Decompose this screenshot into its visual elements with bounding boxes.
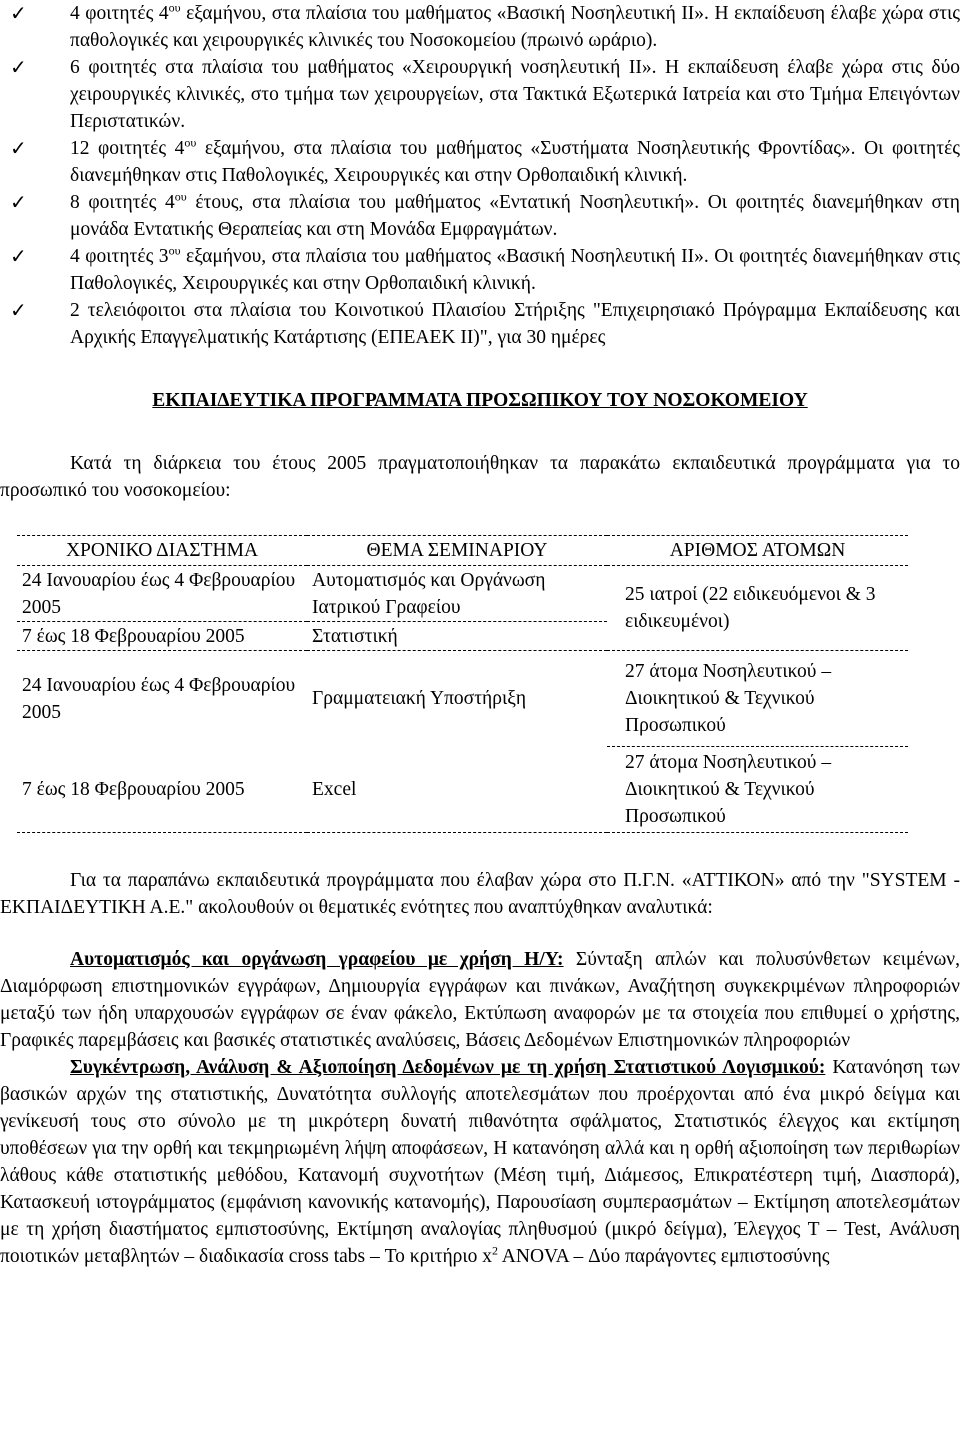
cell-period: 7 έως 18 Φεβρουαρίου 2005	[17, 747, 307, 833]
list-item: ✓ 12 φοιτητές $4^{o\upsilon}$ εξαμήνου, στα πλαίσια του μαθήματος «Συστήματα Νοσηλευτικής Φροντίδας». Οι φοιτητές διανεμήθηκαν στις Παθολογικές, Χειρουργικές και στην Ορθοπαιδική κλινική.	[10, 135, 960, 186]
cell-period: 7 έως 18 Φεβρουαρίου 2005	[17, 622, 307, 651]
checkmark-icon: ✓	[10, 136, 27, 160]
section-statistics: Συγκέντρωση, Ανάλυση & Αξιοποίηση Δεδομένων με τη χρήση Στατιστικού Λογισμικού: Κατανόηση των βασικών αρχών της στατιστικής, Δυνατότητα συλλογής αποτελεσμάτων που προέρχονται από ένα μικρό δείγμα και γενίκευσή τους στο σύνολο με τη μικρότερη δυνατή πιθανότητα σφάλματος, Στατιστικός έλεγχος και εκτίμηση υποθέσεων για την ορθή και τεκμηριωμένη λήψη αποφάσεων, Η κατανόηση αλλά και η ορθή αξιοποίηση των περιθωρίων λάθους κάθε στατιστικής μεθόδου, Κατανομή συχνοτήτων (Μέση τιμή, Διάμεσος, Επικρατέστερη τιμή, Διασπορά), Κατασκευή ιστογράμματος (εμφάνιση κανονικής κατανομής), Παρουσίαση συμπερασμάτων – Εκτίμηση αποτελεσμάτων με τη χρήση διαστήματος εμπιστοσύνης, Εκτίμηση αναλογίας πληθυσμού (μικρό δείγμα), Έλεγχος Τ – Test, Ανάλυση ποιοτικών μεταβλητών – διαδικασία cross tabs – Το κριτήριο $x^2$ ANOVA – Δύο παράγοντες εμπιστοσύνης	[0, 1057, 960, 1267]
training-table	[17, 535, 908, 833]
cell-period: 24 Ιανουαρίου έως 4 Φεβρουαρίου 2005	[22, 674, 296, 723]
section-body: Κατανόηση των βασικών αρχών της στατιστικής, Δυνατότητα συλλογής αποτελεσμάτων που προέρχονται από ένα μικρό δείγμα και γενίκευσή τους στο σύνολο με τη μικρότερη δυνατή πιθανότητα σφάλματος, Στατιστικός έλεγχος και εκτίμηση υποθέσεων για την ορθή και τεκμηριωμένη λήψη αποφάσεων, Η κατανόηση αλλά και η ορθή αξιοποίηση των περιθωρίων λάθους κάθε στατιστικής μεθόδου, Κατανομή συχνοτήτων (Μέση τιμή, Διάμεσος, Επικρατέστερη τιμή, Διασπορά), Κατασκευή ιστογράμματος (εμφάνιση κανονικής κατανομής), Παρουσίαση συμπερασμάτων – Εκτίμηση αποτελεσμάτων με τη χρήση διαστήματος εμπιστοσύνης, Εκτίμηση αναλογίας πληθυσμού (μικρό δείγμα), Έλεγχος Τ – Test, Ανάλυση ποιοτικών μεταβλητών – διαδικασία cross tabs – Το κριτήριο x	[0, 1057, 960, 1267]
cell-topic: Αυτοματισμός και Οργάνωση Ιατρικού Γραφείου	[307, 566, 607, 622]
list-item: ✓ 6 φοιτητές στα πλαίσια του μαθήματος «Χειρουργική νοσηλευτική ΙΙ». Η εκπαίδευση έλαβε χώρα στις δύο χειρουργικές κλινικές, στο τμήμα των χειρουργείων, στα Τακτικά Εξωτερικά Ιατρεία και στο Τμήμα Επειγόντων Περιστατικών.	[10, 55, 960, 132]
list-item: ✓ 4 φοιτητές $3^{o\upsilon}$ εξαμήνου, στα πλαίσια του μαθήματος «Βασική Νοσηλευτική ΙΙ». Οι φοιτητές διανεμήθηκαν στις Παθολογικές, Χειρουργικές και στην Ορθοπαιδική κλινική.	[10, 243, 960, 294]
list-item: ✓ 4 φοιτητές $4^{o\upsilon}$ εξαμήνου, στα πλαίσια του μαθήματος «Βασική Νοσηλευτική ΙΙ». Η εκπαίδευση έλαβε χώρα στις παθολογικές και χειρουργικές κλινικές του Νοσοκομείου (πρωινό ωράριο).	[10, 0, 960, 51]
checkmark-icon: ✓	[10, 1, 27, 25]
checkmark-icon: ✓	[10, 298, 27, 322]
section-heading: ΕΚΠΑΙΔΕΥΤΙΚΑ ΠΡΟΓΡΑΜΜΑΤΑ ΠΡΟΣΩΠΙΚΟΥ ΤΟΥ ΝΟΣΟΚΟΜΕΙΟΥ	[152, 390, 808, 411]
column-header-topic: ΘΕΜΑ ΣΕΜΙΝΑΡΙΟΥ	[307, 536, 607, 566]
table-row	[17, 747, 908, 833]
checkmark-icon: ✓	[10, 55, 27, 79]
section-title: Συγκέντρωση, Ανάλυση & Αξιοποίηση Δεδομένων με τη χρήση Στατιστικού Λογισμικού:	[70, 1057, 826, 1078]
section-title: Αυτοματισμός και οργάνωση γραφείου με χρήση Η/Υ:	[70, 949, 564, 970]
column-header-people: ΑΡΙΘΜΟΣ ΑΤΟΜΩΝ	[607, 536, 908, 566]
cell-topic: Στατιστική	[307, 622, 607, 651]
followup-paragraph: Για τα παραπάνω εκπαιδευτικά προγράμματα που έλαβαν χώρα στο Π.Γ.Ν. «ΑΤΤΙΚΟΝ» από την "SYSTEM - ΕΚΠΑΙΔΕΥΤΙΚΗ Α.Ε." ακολουθούν οι θεματικές ενότητες που αναπτύχθηκαν αναλυτικά:	[0, 870, 960, 918]
list-item: ✓ 2 τελειόφοιτοι στα πλαίσια του Κοινοτικού Πλαισίου Στήριξης "Επιχειρησιακό Πρόγραμμα Εκπαίδευσης και Αρχικής Επαγγελματικής Κατάρτισης (ΕΠΕΑΕΚ ΙΙ)", για 30 ημέρες	[10, 298, 960, 348]
cell-people: 27 άτομα Νοσηλευτικού – Διοικητικού & Τεχνικού Προσωπικού	[607, 747, 908, 833]
table-row	[17, 566, 908, 622]
cell-people: 25 ιατροί (22 ειδικευόμενοι & 3 ειδικευμένοι)	[607, 566, 908, 651]
cell-period: 24 Ιανουαρίου έως 4 Φεβρουαρίου 2005	[17, 566, 307, 622]
section-automation	[0, 946, 960, 1054]
table-row	[17, 651, 908, 747]
section-body: Σύνταξη απλών και πολυσύνθετων κειμένων, Διαμόρφωση επιστημονικών εγγράφων, Δημιουργία εγγράφων και πινάκων, Αναζήτηση συγκεκριμένων πληροφοριών μεταξύ των ήδη υπαρχουσών εγγράφων σε έναν φάκελο, Εκτύπωση αναφορών με τα στοιχεία που επιθυμεί ο χρήστης, Γραφικές παρεμβάσεις και βασικές στατιστικές αναλύσεις, Βάσεις Δεδομένων Επιστημονικών πληροφοριών	[0, 949, 960, 1051]
intro-paragraph: Κατά τη διάρκεια του έτους 2005 πραγματοποιήθηκαν τα παρακάτω εκπαιδευτικά προγράμματα για το προσωπικό του νοσοκομείου:	[0, 453, 960, 501]
cell-people: 27 άτομα Νοσηλευτικού – Διοικητικού & Τεχνικού Προσωπικού	[607, 651, 908, 747]
cell-topic: Excel	[307, 747, 607, 833]
students-list	[0, 0, 960, 351]
list-item: ✓ 8 φοιτητές $4^{o\upsilon}$ έτους, στα πλαίσια του μαθήματος «Εντατική Νοσηλευτική». Οι φοιτητές διανεμήθηκαν στη μονάδα Εντατικής Θεραπείας και στη Μονάδα Εμφραγμάτων.	[10, 189, 960, 240]
cell-topic: Γραμματειακή Υποστήριξη	[312, 688, 527, 710]
checkmark-icon: ✓	[10, 244, 27, 268]
table-header-row	[17, 536, 908, 566]
column-header-period: ΧΡΟΝΙΚΟ ΔΙΑΣΤΗΜΑ	[17, 536, 307, 566]
checkmark-icon: ✓	[10, 190, 27, 214]
